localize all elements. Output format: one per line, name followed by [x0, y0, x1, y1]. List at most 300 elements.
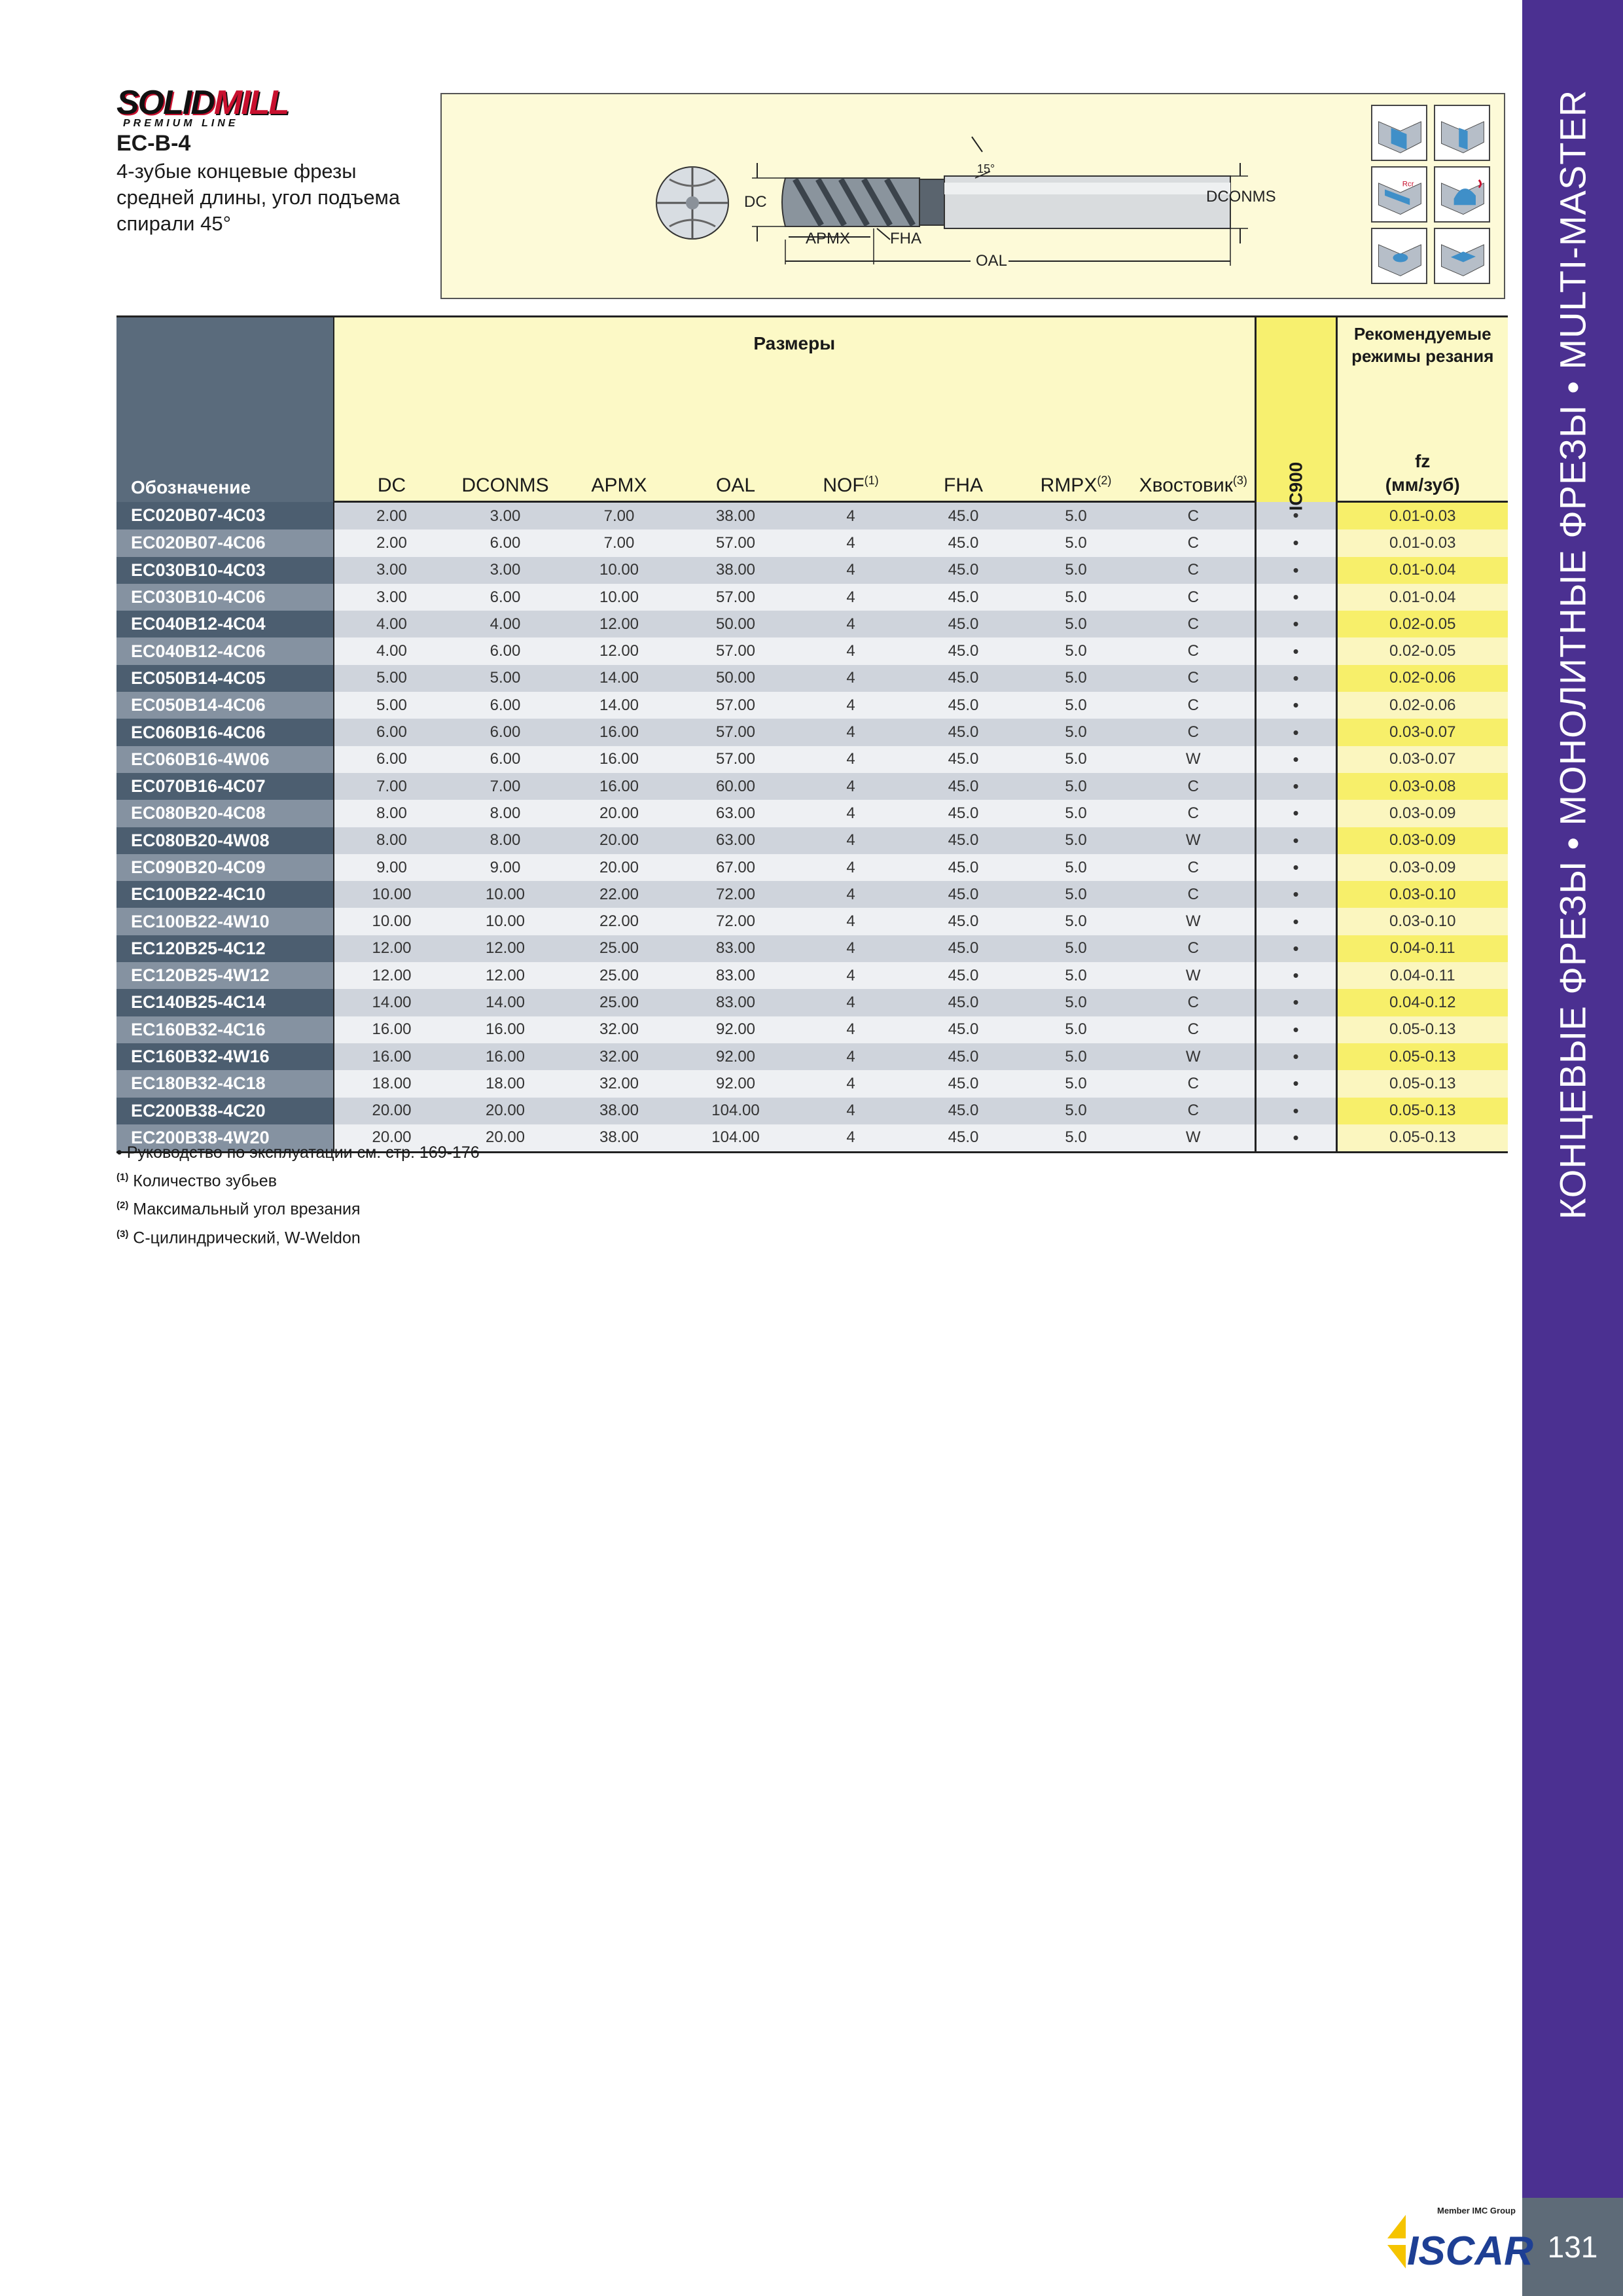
cell-fha: 45.0: [907, 1016, 1020, 1043]
cell-grade: •: [1255, 692, 1336, 719]
cell-fz: 0.03-0.09: [1336, 827, 1508, 854]
cell-fha: 45.0: [907, 962, 1020, 989]
cell-rmpx: 5.0: [1020, 584, 1132, 611]
cell-shank: C: [1132, 719, 1255, 745]
cell-designation: EC050B14-4C05: [116, 665, 334, 692]
cell-fha: 45.0: [907, 665, 1020, 692]
cell-apmx: 14.00: [562, 692, 677, 719]
cell-grade: •: [1255, 637, 1336, 664]
table-row: [116, 962, 1508, 989]
cell-rmpx: 5.0: [1020, 908, 1132, 935]
cell-dc: 12.00: [334, 935, 449, 962]
fha-label: FHA: [890, 230, 921, 247]
cell-nof: 4: [794, 557, 907, 584]
cell-apmx: 22.00: [562, 881, 677, 908]
cell-dconms: 8.00: [449, 827, 562, 854]
cell-designation: EC050B14-4C06: [116, 692, 334, 719]
cell-dc: 5.00: [334, 692, 449, 719]
header-apmx: APMX: [562, 399, 677, 502]
cell-oal: 57.00: [677, 584, 794, 611]
header-nof: NOF$^{(1)}$: [794, 399, 907, 502]
cell-designation: EC160B32-4W16: [116, 1043, 334, 1070]
cell-nof: 4: [794, 529, 907, 556]
header-rmpx: RMPX$^{(2)}$: [1020, 399, 1132, 502]
series-description: 4-зубые концевые фрезы средней длины, угол подъема спирали 45°: [116, 160, 401, 235]
cell-rmpx: 5.0: [1020, 1070, 1132, 1097]
cell-oal: 50.00: [677, 665, 794, 692]
cell-shank: W: [1132, 1043, 1255, 1070]
cell-rmpx: 5.0: [1020, 1098, 1132, 1124]
cell-fha: 45.0: [907, 935, 1020, 962]
cell-shank: C: [1132, 665, 1255, 692]
side-band-title: КОНЦЕВЫЕ ФРЕЗЫ • МОНОЛИТНЫЕ ФРЕЗЫ • MULTI-MASTER: [1552, 89, 1594, 1220]
cell-dc: 16.00: [334, 1016, 449, 1043]
table-row: [116, 529, 1508, 556]
cell-nof: 4: [794, 665, 907, 692]
cell-shank: C: [1132, 800, 1255, 827]
cell-shank: C: [1132, 935, 1255, 962]
cell-designation: EC080B20-4C08: [116, 800, 334, 827]
cell-apmx: 16.00: [562, 746, 677, 773]
cell-designation: EC140B25-4C14: [116, 989, 334, 1016]
cell-dc: 7.00: [334, 773, 449, 800]
cell-shank: W: [1132, 962, 1255, 989]
page-number: 131: [1547, 2230, 1598, 2264]
series-code: EC-B-4: [116, 131, 191, 156]
cell-nof: 4: [794, 502, 907, 530]
brand-member-text: Member IMC Group: [1437, 2206, 1516, 2215]
cell-designation: EC120B25-4C12: [116, 935, 334, 962]
plunging-icon: [1371, 228, 1427, 284]
header-fz: fz (мм/зуб): [1336, 399, 1508, 502]
cell-apmx: 32.00: [562, 1070, 677, 1097]
cell-shank: W: [1132, 746, 1255, 773]
table-row: [116, 1098, 1508, 1124]
cell-grade: •: [1255, 1124, 1336, 1153]
cell-dconms: 10.00: [449, 908, 562, 935]
cell-nof: 4: [794, 1098, 907, 1124]
cell-nof: 4: [794, 1070, 907, 1097]
table-row: [116, 935, 1508, 962]
cell-shank: C: [1132, 584, 1255, 611]
cell-grade: •: [1255, 502, 1336, 530]
cell-apmx: 16.00: [562, 773, 677, 800]
cell-fha: 45.0: [907, 692, 1020, 719]
cell-apmx: 32.00: [562, 1043, 677, 1070]
cell-designation: EC100B22-4C10: [116, 881, 334, 908]
cell-apmx: 20.00: [562, 827, 677, 854]
cell-nof: 4: [794, 719, 907, 745]
cell-nof: 4: [794, 1124, 907, 1153]
cell-fha: 45.0: [907, 854, 1020, 881]
cell-designation: EC200B38-4C20: [116, 1098, 334, 1124]
cell-designation: EC060B16-4C06: [116, 719, 334, 745]
cell-nof: 4: [794, 962, 907, 989]
cell-rmpx: 5.0: [1020, 719, 1132, 745]
cell-apmx: 38.00: [562, 1098, 677, 1124]
cell-oal: 60.00: [677, 773, 794, 800]
cell-fz: 0.03-0.07: [1336, 746, 1508, 773]
cell-fz: 0.04-0.12: [1336, 989, 1508, 1016]
cell-oal: 72.00: [677, 881, 794, 908]
note-item: • Руководство по эксплуатации см. стр. 169-176: [116, 1143, 480, 1162]
cell-dconms: 10.00: [449, 881, 562, 908]
brand-name: ISCAR: [1407, 2229, 1533, 2274]
cell-nof: 4: [794, 611, 907, 637]
cell-oal: 104.00: [677, 1098, 794, 1124]
shoulder-milling-icon: [1371, 105, 1427, 161]
cell-fz: 0.01-0.03: [1336, 529, 1508, 556]
cell-fz: 0.05-0.13: [1336, 1070, 1508, 1097]
cell-dconms: 18.00: [449, 1070, 562, 1097]
cell-fz: 0.03-0.09: [1336, 854, 1508, 881]
cell-rmpx: 5.0: [1020, 854, 1132, 881]
cell-oal: 57.00: [677, 692, 794, 719]
cell-apmx: 14.00: [562, 665, 677, 692]
cell-rmpx: 5.0: [1020, 502, 1132, 530]
cell-oal: 50.00: [677, 611, 794, 637]
cell-fz: 0.01-0.04: [1336, 584, 1508, 611]
cell-grade: •: [1255, 935, 1336, 962]
table-row: [116, 1016, 1508, 1043]
cell-designation: EC100B22-4W10: [116, 908, 334, 935]
cell-fz: 0.02-0.05: [1336, 611, 1508, 637]
cell-nof: 4: [794, 800, 907, 827]
header-dconms: DCONMS: [449, 399, 562, 502]
header-shank: Хвостовик$^{(3)}$: [1132, 399, 1255, 502]
cell-nof: 4: [794, 854, 907, 881]
cell-dc: 3.00: [334, 584, 449, 611]
ramp-label: Rcr: [1402, 180, 1414, 188]
cell-fz: 0.04-0.11: [1336, 935, 1508, 962]
profiling-icon: [1434, 166, 1490, 223]
cell-dc: 14.00: [334, 989, 449, 1016]
note-item: $^{(3)}$ С-цилиндрический, W-Weldon: [116, 1228, 361, 1247]
cell-designation: EC160B32-4C16: [116, 1016, 334, 1043]
cell-rmpx: 5.0: [1020, 1043, 1132, 1070]
cell-shank: C: [1132, 1098, 1255, 1124]
cell-oal: 57.00: [677, 719, 794, 745]
table-row: [116, 1043, 1508, 1070]
cell-grade: •: [1255, 529, 1336, 556]
cell-oal: 83.00: [677, 989, 794, 1016]
oal-label: OAL: [976, 252, 1008, 270]
cell-dc: 8.00: [334, 800, 449, 827]
cell-dconms: 20.00: [449, 1124, 562, 1153]
table-row: [116, 665, 1508, 692]
dc-label: DC: [744, 193, 767, 211]
cell-oal: 57.00: [677, 529, 794, 556]
cell-shank: C: [1132, 529, 1255, 556]
cell-dconms: 6.00: [449, 692, 562, 719]
cell-fz: 0.02-0.06: [1336, 665, 1508, 692]
cell-nof: 4: [794, 1016, 907, 1043]
cell-dconms: 16.00: [449, 1043, 562, 1070]
cell-dc: 6.00: [334, 719, 449, 745]
table-row: [116, 611, 1508, 637]
cell-designation: EC020B07-4C06: [116, 529, 334, 556]
cell-shank: C: [1132, 854, 1255, 881]
cell-rmpx: 5.0: [1020, 637, 1132, 664]
cell-nof: 4: [794, 1043, 907, 1070]
table-row: [116, 719, 1508, 745]
cell-fz: 0.05-0.13: [1336, 1043, 1508, 1070]
cell-grade: •: [1255, 611, 1336, 637]
page-number-box: [1522, 2198, 1623, 2296]
cell-fha: 45.0: [907, 719, 1020, 745]
cell-apmx: 38.00: [562, 1124, 677, 1153]
cell-dc: 18.00: [334, 1070, 449, 1097]
cell-dconms: 20.00: [449, 1098, 562, 1124]
cell-rmpx: 5.0: [1020, 773, 1132, 800]
cell-fha: 45.0: [907, 584, 1020, 611]
cell-rmpx: 5.0: [1020, 800, 1132, 827]
cell-apmx: 25.00: [562, 989, 677, 1016]
cell-grade: •: [1255, 719, 1336, 745]
table-row: [116, 881, 1508, 908]
cell-fha: 45.0: [907, 557, 1020, 584]
cell-shank: C: [1132, 881, 1255, 908]
cell-oal: 38.00: [677, 557, 794, 584]
cell-fz: 0.03-0.07: [1336, 719, 1508, 745]
cell-fha: 45.0: [907, 1043, 1020, 1070]
cell-dconms: 6.00: [449, 746, 562, 773]
cell-oal: 83.00: [677, 935, 794, 962]
table-row: [116, 557, 1508, 584]
cell-dconms: 12.00: [449, 935, 562, 962]
cell-grade: •: [1255, 800, 1336, 827]
cell-dconms: 3.00: [449, 557, 562, 584]
note-item: $^{(1)}$ Количество зубьев: [116, 1172, 277, 1191]
cell-designation: EC080B20-4W08: [116, 827, 334, 854]
header-grade-label: IC900: [1285, 461, 1306, 511]
cell-rmpx: 5.0: [1020, 989, 1132, 1016]
cell-grade: •: [1255, 746, 1336, 773]
end-mill-drawing: [442, 94, 1358, 298]
cell-designation: EC180B32-4C18: [116, 1070, 334, 1097]
cell-shank: C: [1132, 637, 1255, 664]
cell-apmx: 25.00: [562, 935, 677, 962]
cell-rmpx: 5.0: [1020, 746, 1132, 773]
cell-shank: C: [1132, 611, 1255, 637]
cell-fha: 45.0: [907, 800, 1020, 827]
cell-fha: 45.0: [907, 773, 1020, 800]
cell-grade: •: [1255, 1098, 1336, 1124]
table-row: [116, 773, 1508, 800]
header-designation: Обозначение: [116, 317, 334, 502]
cell-dc: 5.00: [334, 665, 449, 692]
cell-shank: C: [1132, 773, 1255, 800]
cell-shank: C: [1132, 1016, 1255, 1043]
cell-shank: C: [1132, 989, 1255, 1016]
cell-rmpx: 5.0: [1020, 665, 1132, 692]
cell-grade: •: [1255, 773, 1336, 800]
cell-apmx: 16.00: [562, 719, 677, 745]
cell-fha: 45.0: [907, 881, 1020, 908]
cell-dc: 4.00: [334, 611, 449, 637]
cell-apmx: 25.00: [562, 962, 677, 989]
cell-nof: 4: [794, 746, 907, 773]
cell-dconms: 14.00: [449, 989, 562, 1016]
product-table: [116, 315, 1508, 1153]
cell-grade: •: [1255, 665, 1336, 692]
cell-fha: 45.0: [907, 529, 1020, 556]
cell-rmpx: 5.0: [1020, 692, 1132, 719]
cell-designation: EC040B12-4C06: [116, 637, 334, 664]
cell-fha: 45.0: [907, 1098, 1020, 1124]
cell-oal: 92.00: [677, 1043, 794, 1070]
cell-grade: •: [1255, 1043, 1336, 1070]
header-dc: DC: [334, 399, 449, 502]
cell-dc: 20.00: [334, 1098, 449, 1124]
cell-dconms: 6.00: [449, 637, 562, 664]
angle-label: 15°: [977, 162, 995, 175]
cell-oal: 72.00: [677, 908, 794, 935]
cell-shank: C: [1132, 1070, 1255, 1097]
cell-grade: •: [1255, 962, 1336, 989]
cell-dconms: 8.00: [449, 800, 562, 827]
cell-dconms: 6.00: [449, 584, 562, 611]
cell-dc: 6.00: [334, 746, 449, 773]
end-view-icon: [656, 167, 728, 239]
cell-dc: 4.00: [334, 637, 449, 664]
cell-oal: 67.00: [677, 854, 794, 881]
cell-oal: 57.00: [677, 637, 794, 664]
cell-grade: •: [1255, 854, 1336, 881]
table-row: [116, 637, 1508, 664]
cell-oal: 38.00: [677, 502, 794, 530]
table-row: [116, 1070, 1508, 1097]
cell-apmx: 20.00: [562, 854, 677, 881]
cell-grade: •: [1255, 908, 1336, 935]
cell-dc: 8.00: [334, 827, 449, 854]
cell-rmpx: 5.0: [1020, 827, 1132, 854]
tool-drawing-panel: [440, 93, 1505, 299]
cell-dc: 9.00: [334, 854, 449, 881]
cell-nof: 4: [794, 827, 907, 854]
cell-apmx: 10.00: [562, 584, 677, 611]
cell-rmpx: 5.0: [1020, 1124, 1132, 1153]
cell-oal: 92.00: [677, 1016, 794, 1043]
cell-grade: •: [1255, 584, 1336, 611]
cell-dconms: 6.00: [449, 529, 562, 556]
cell-grade: •: [1255, 881, 1336, 908]
cell-apmx: 22.00: [562, 908, 677, 935]
header-group-recommended: Рекомендуемые режимы резания: [1336, 317, 1508, 399]
cell-dc: 10.00: [334, 881, 449, 908]
table-row: [116, 827, 1508, 854]
cell-shank: W: [1132, 1124, 1255, 1153]
application-icons: [1371, 105, 1491, 284]
cell-oal: 63.00: [677, 827, 794, 854]
cell-dconms: 4.00: [449, 611, 562, 637]
cell-nof: 4: [794, 584, 907, 611]
cell-fz: 0.05-0.13: [1336, 1124, 1508, 1153]
cell-rmpx: 5.0: [1020, 935, 1132, 962]
cell-rmpx: 5.0: [1020, 1016, 1132, 1043]
cell-grade: •: [1255, 827, 1336, 854]
cell-grade: •: [1255, 1016, 1336, 1043]
cell-fz: 0.03-0.09: [1336, 800, 1508, 827]
dconms-label: DCONMS: [1206, 188, 1276, 206]
cell-fha: 45.0: [907, 637, 1020, 664]
logo-subtitle: PREMIUM LINE: [123, 118, 239, 129]
cell-dc: 12.00: [334, 962, 449, 989]
cell-fz: 0.01-0.04: [1336, 557, 1508, 584]
cell-dc: 20.00: [334, 1124, 449, 1153]
apmx-label: APMX: [806, 230, 851, 247]
cell-nof: 4: [794, 773, 907, 800]
cell-dconms: 12.00: [449, 962, 562, 989]
cell-apmx: 20.00: [562, 800, 677, 827]
cell-fha: 45.0: [907, 989, 1020, 1016]
cell-apmx: 12.00: [562, 637, 677, 664]
cell-fha: 45.0: [907, 611, 1020, 637]
cell-fz: 0.05-0.13: [1336, 1098, 1508, 1124]
cell-designation: EC060B16-4W06: [116, 746, 334, 773]
cell-dconms: 3.00: [449, 502, 562, 530]
logo-text-red: MILL: [213, 84, 289, 122]
cell-dc: 2.00: [334, 502, 449, 530]
cell-rmpx: 5.0: [1020, 881, 1132, 908]
cell-apmx: 32.00: [562, 1016, 677, 1043]
cell-shank: W: [1132, 827, 1255, 854]
cell-grade: •: [1255, 1070, 1336, 1097]
cell-dconms: 9.00: [449, 854, 562, 881]
cell-apmx: 7.00: [562, 529, 677, 556]
cell-rmpx: 5.0: [1020, 557, 1132, 584]
cell-fz: 0.02-0.06: [1336, 692, 1508, 719]
ramping-icon: [1371, 166, 1427, 223]
cell-fha: 45.0: [907, 1070, 1020, 1097]
header-grade: [1255, 317, 1336, 511]
cell-apmx: 12.00: [562, 611, 677, 637]
solidmill-logo: [116, 86, 288, 130]
slotting-icon: [1434, 105, 1490, 161]
pocketing-icon: [1434, 228, 1490, 284]
cell-shank: C: [1132, 557, 1255, 584]
table-row: [116, 854, 1508, 881]
cell-shank: C: [1132, 692, 1255, 719]
cell-grade: •: [1255, 557, 1336, 584]
table-row: [116, 908, 1508, 935]
cell-fha: 45.0: [907, 502, 1020, 530]
note-item: $^{(2)}$ Максимальный угол врезания: [116, 1200, 361, 1219]
footnotes: [116, 1140, 480, 1250]
cell-designation: EC200B38-4W20: [116, 1124, 334, 1153]
cell-designation: EC120B25-4W12: [116, 962, 334, 989]
header-fha: FHA: [907, 399, 1020, 502]
cell-dc: 3.00: [334, 557, 449, 584]
cell-fz: 0.04-0.11: [1336, 962, 1508, 989]
cell-shank: W: [1132, 908, 1255, 935]
cell-dconms: 5.00: [449, 665, 562, 692]
cell-apmx: 7.00: [562, 502, 677, 530]
cell-fz: 0.03-0.08: [1336, 773, 1508, 800]
table-row: [116, 584, 1508, 611]
cell-dc: 10.00: [334, 908, 449, 935]
cell-shank: C: [1132, 502, 1255, 530]
cell-fz: 0.02-0.05: [1336, 637, 1508, 664]
cell-nof: 4: [794, 989, 907, 1016]
cell-designation: EC090B20-4C09: [116, 854, 334, 881]
cell-designation: EC030B10-4C06: [116, 584, 334, 611]
iscar-logo: [1386, 2199, 1533, 2278]
cell-grade: •: [1255, 989, 1336, 1016]
cell-oal: 104.00: [677, 1124, 794, 1153]
cell-oal: 63.00: [677, 800, 794, 827]
cell-nof: 4: [794, 692, 907, 719]
